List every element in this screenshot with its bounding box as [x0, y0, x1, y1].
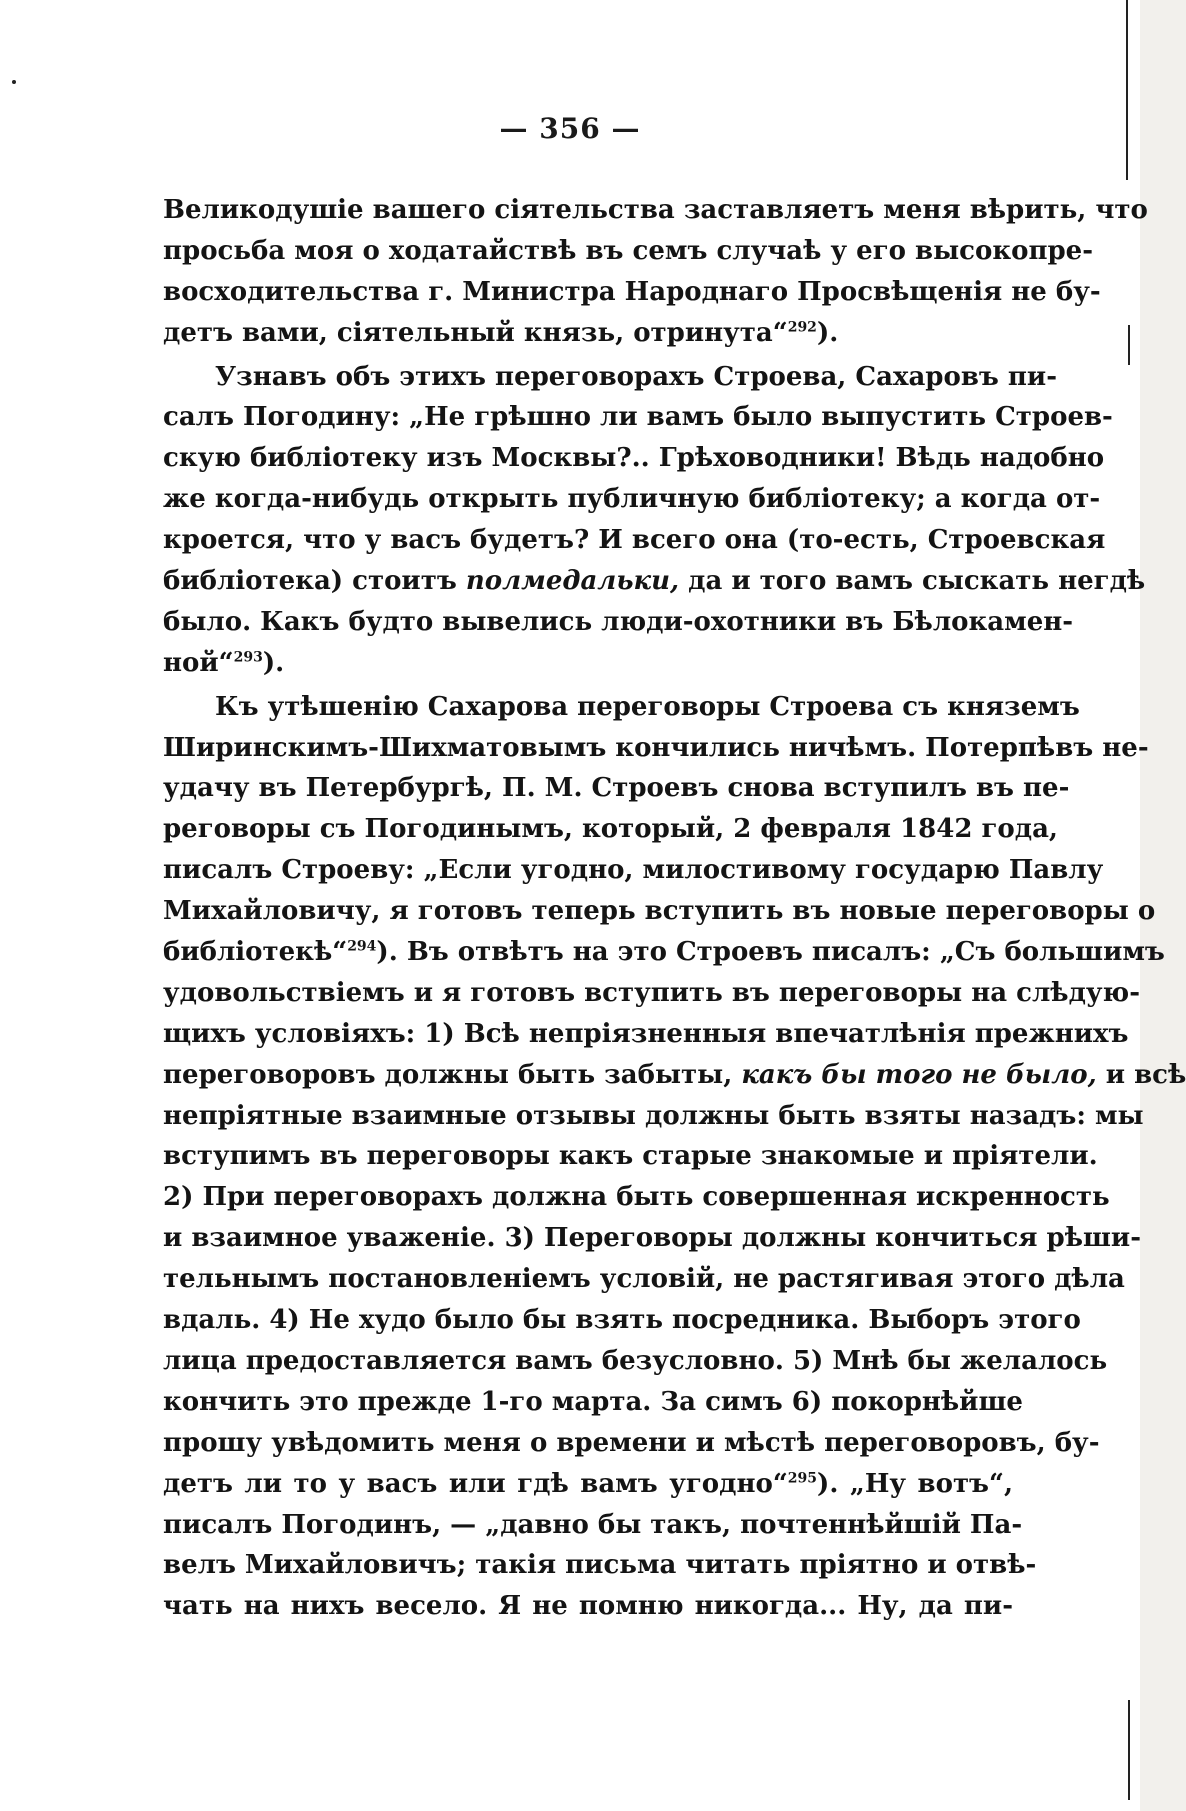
text-line: вступимъ въ переговоры какъ старые знакомые и пріятели.	[163, 1141, 1098, 1172]
footnote-ref-292: 292	[787, 319, 817, 336]
line-text: и всѣ	[1105, 1059, 1186, 1090]
text-line: прошу увѣдомить меня о времени и мѣстѣ переговоровъ, бу-	[163, 1427, 1100, 1458]
text-line: лица предоставляется вамъ безусловно. 5) Мнѣ бы желалось	[163, 1345, 1108, 1376]
text-line: непріятные взаимные отзывы должны быть взяты назадъ: мы	[163, 1100, 1144, 1131]
text-line	[163, 1055, 1186, 1096]
text-line: щихъ условіяхъ: 1) Всѣ непріязненныя впечатлѣнія прежнихъ	[163, 1018, 1129, 1049]
scan-edge-mark	[1128, 1700, 1130, 1800]
text-line: скую библіотеку изъ Москвы?.. Грѣховодники! Вѣдь надобно	[163, 443, 1105, 474]
line-text: ).	[262, 647, 285, 678]
page-number: — 356 —	[499, 112, 641, 145]
text-line: кроется, что у васъ будетъ? И всего она (то-есть, Строевская	[163, 525, 1106, 556]
line-text: ).	[816, 317, 839, 348]
text-line	[163, 932, 1165, 973]
text-line	[163, 1464, 1013, 1505]
text-line: Великодушіе вашего сіятельства заставляетъ меня вѣрить, что	[163, 195, 1148, 225]
text-line: было. Какъ будто вывелись люди-охотники въ Бѣлокамен-	[163, 606, 1074, 637]
line-text: ной“	[163, 647, 234, 678]
scan-edge-mark	[1128, 325, 1130, 365]
text-line: салъ Погодину: „Не грѣшно ли вамъ было выпустить Строев-	[163, 402, 1113, 433]
scan-edge-mark	[1126, 0, 1128, 180]
paragraph-start-line: Узнавъ объ этихъ переговорахъ Строева, Сахаровъ пи-	[215, 361, 1057, 392]
body-text	[163, 190, 1186, 1627]
text-line: и взаимное уваженіе. 3) Переговоры должны кончиться рѣши-	[163, 1223, 1142, 1254]
text-line: реговоры съ Погодинымъ, который, 2 февраля 1842 года,	[163, 814, 1058, 845]
text-line	[163, 643, 1013, 684]
text-line: велъ Михайловичъ; такія письма читать пріятно и отвѣ-	[163, 1550, 1037, 1581]
text-line	[163, 313, 1013, 354]
text-line: 2) При переговорахъ должна быть совершенная искренность	[163, 1182, 1110, 1213]
text-line: Михайловичу, я готовъ теперь вступить въ новые переговоры о	[163, 896, 1156, 927]
text-line: Ширинскимъ-Шихматовымъ кончились ничѣмъ. Потерпѣвъ не-	[163, 732, 1149, 763]
footnote-ref-294: 294	[347, 938, 377, 955]
text-line: вдаль. 4) Не худо было бы взять посредника. Выборъ этого	[163, 1305, 1081, 1336]
line-text: детъ ли то у васъ или гдѣ вамъ угодно“	[163, 1468, 788, 1499]
italic-phrase: какъ бы того не было,	[741, 1059, 1097, 1090]
line-text: библіотека) стоитъ	[163, 566, 457, 597]
line-text: детъ вами, сіятельный князь, отринута“	[163, 317, 788, 348]
text-line: просьба моя о ходатайствѣ въ семъ случаѣ у его высокопре-	[163, 235, 1094, 266]
text-line: тельнымъ постановленіемъ условій, не растягивая этого дѣла	[163, 1264, 1125, 1295]
line-text: ). „Ну вотъ“,	[817, 1468, 1013, 1499]
italic-phrase: полмедальки,	[465, 566, 680, 597]
text-line: удовольствіемъ и я готовъ вступить въ переговоры на слѣдую-	[163, 977, 1140, 1008]
text-line: же когда-нибудь открыть публичную библіотеку; а когда от-	[163, 484, 1101, 515]
line-text: да и того вамъ сыскать негдѣ	[688, 566, 1146, 597]
scan-dust-mark	[12, 80, 16, 84]
text-line: писалъ Строеву: „Если угодно, милостивому государю Павлу	[163, 855, 1104, 886]
paragraph-start-line: Къ утѣшенію Сахарова переговоры Строева съ княземъ	[215, 691, 1080, 722]
footnote-ref-293: 293	[233, 649, 263, 666]
text-line	[163, 561, 1146, 602]
text-line: писалъ Погодинъ, — „давно бы такъ, почтеннѣйшій Па-	[163, 1509, 1023, 1540]
line-text: переговоровъ должны быть забыты,	[163, 1059, 733, 1090]
text-line: кончить это прежде 1-го марта. За симъ 6) покорнѣйше	[163, 1386, 1023, 1417]
line-text: библіотекѣ“	[163, 937, 348, 968]
line-text: ). Въ отвѣтъ на это Строевъ писалъ: „Съ большимъ	[376, 937, 1165, 968]
text-line: чать на нихъ весело. Я не помню никогда... Ну, да пи-	[163, 1591, 1013, 1622]
text-line: удачу въ Петербургѣ, П. М. Строевъ снова вступилъ въ пе-	[163, 773, 1070, 804]
text-line: восходительства г. Министра Народнаго Просвѣщенія не бу-	[163, 276, 1101, 307]
footnote-ref-295: 295	[787, 1469, 818, 1486]
